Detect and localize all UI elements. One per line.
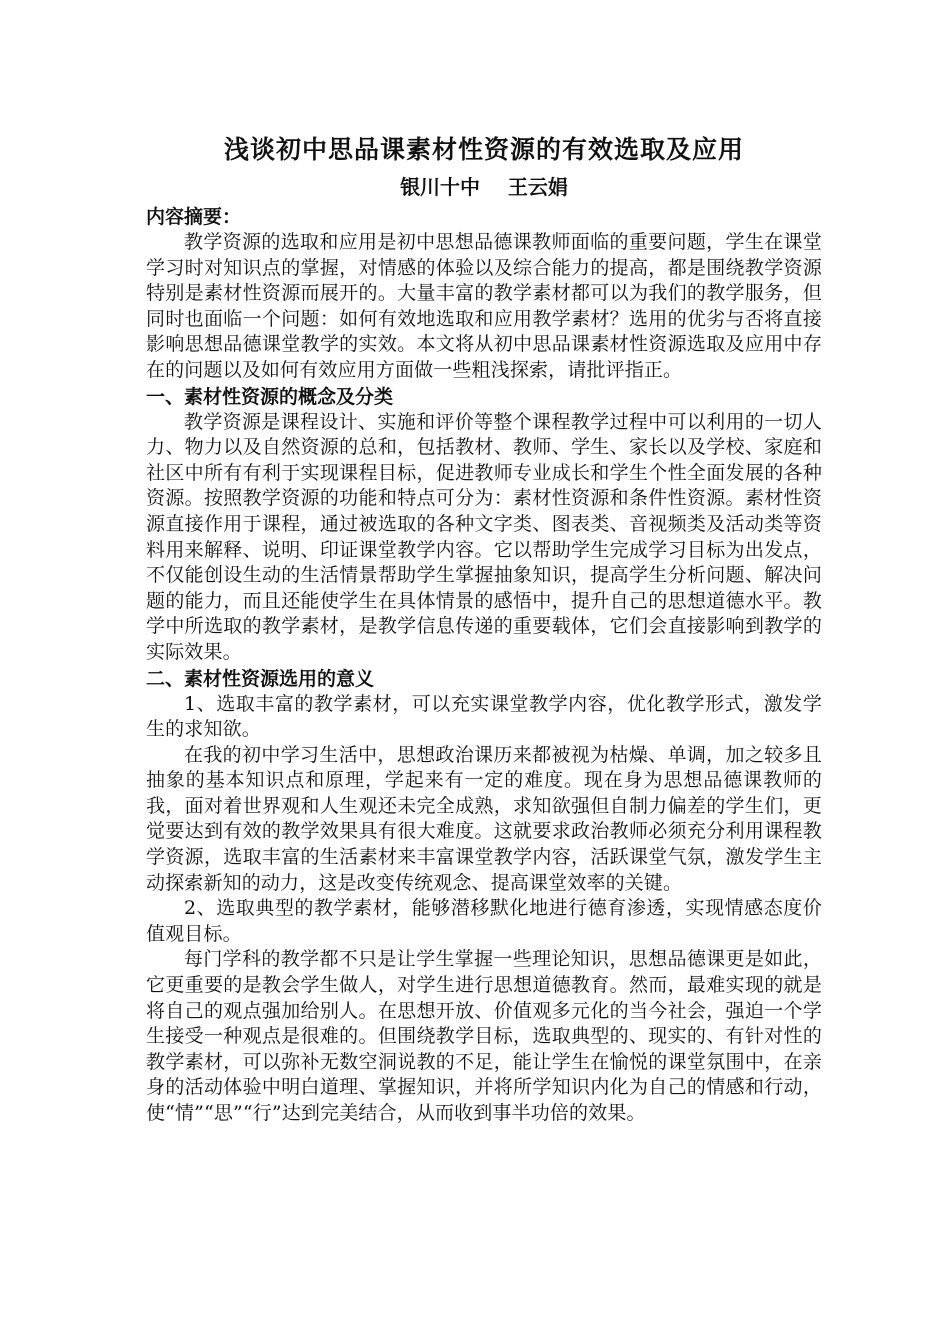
author-line: 银川十中 王云娟 xyxy=(400,175,568,199)
point-1-title: 1、选取丰富的教学素材，可以充实课堂教学内容，优化教学形式，激发学生的求知欲。 xyxy=(146,692,822,741)
point-2-title: 2、选取典型的教学素材，能够潜移默化地进行德育渗透，实现情感态度价值观目标。 xyxy=(146,897,822,945)
document-page xyxy=(146,130,822,1127)
point-2-paragraph: 每门学科的教学都不只是让学生掌握一些理论知识，思想品德课更是如此，它更重要的是教会学生做人，对学生进行思想道德教育。然而，最难实现的就是将自己的观点强加给别人。在思想开放、价值观多元化的当今社会，强迫一个学生接受一种观点是很难的。但围绕教学目标，选取典型的、现实的、有针对性的教学素材，可以弥补无数空洞说教的不足，能让学生在愉悦的课堂氛围中，在亲身的活动体验中明白道理、掌握知识，并将所学知识内化为自己的情感和行动，使“情”“思”“行”达到完美结合，从而收到事半功倍的效果。 xyxy=(146,948,822,1124)
abstract-paragraph: 教学资源的选取和应用是初中思想品德课教师面临的重要问题，学生在课堂学习时对知识点的掌握，对情感的体验以及综合能力的提高，都是围绕教学资源特别是素材性资源而展开的。大量丰富的教学素材都可以为我们的教学服务，但同时也面临一个问题：如何有效地选取和应用教学素材？选用的优劣与否将直接影响思想品德课堂教学的实效。本文将从初中思品课素材性资源选取及应用中存在的问题以及如何有效应用方面做一些粗浅探索，请批评指正。 xyxy=(146,231,822,381)
document-title: 浅谈初中思品课素材性资源的有效选取及应用 xyxy=(223,135,744,164)
section-1-paragraph: 教学资源是课程设计、实施和评价等整个课程教学过程中可以利用的一切人力、物力以及自然资源的总和，包括教材、教师、学生、家长以及学校、家庭和社区中所有有利于实现课程目标，促进教师专业成长和学生个性全面发展的各种资源。按照教学资源的功能和特点可分为：素材性资源和条件性资源。素材性资源直接作用于课程，通过被选取的各种文字类、图表类、音视频类及活动类等资料用来解释、说明、印证课堂教学内容。它以帮助学生完成学习目标为出发点，不仅能创设生动的生活情景帮助学生掌握抽象知识，提高学生分析问题、解决问题的能力，而且还能使学生在具体情景的感悟中，提升自己的思想道德水平。教学中所选取的教学素材，是教学信息传递的重要载体，它们会直接影响到教学的实际效果。 xyxy=(146,410,822,663)
section-2-heading: 二、素材性资源选用的意义 xyxy=(146,667,375,690)
section-1-heading: 一、素材性资源的概念及分类 xyxy=(146,385,394,408)
abstract-heading: 内容摘要： xyxy=(146,206,242,228)
point-1-paragraph: 在我的初中学习生活中，思想政治课历来都被视为枯燥、单调，加之较多且抽象的基本知识点和原理，学起来有一定的难度。现在身为思想品德课教师的我，面对着世界观和人生观还未完全成熟，求知欲强但自制力偏差的学生们，更觉要达到有效的教学效果具有很大难度。这就要求政治教师必须充分利用课程教学资源，选取丰富的生活素材来丰富课堂教学内容，活跃课堂气氛，激发学生主动探索新知的动力，这是改变传统观念、提高课堂效率的关键。 xyxy=(146,743,822,894)
